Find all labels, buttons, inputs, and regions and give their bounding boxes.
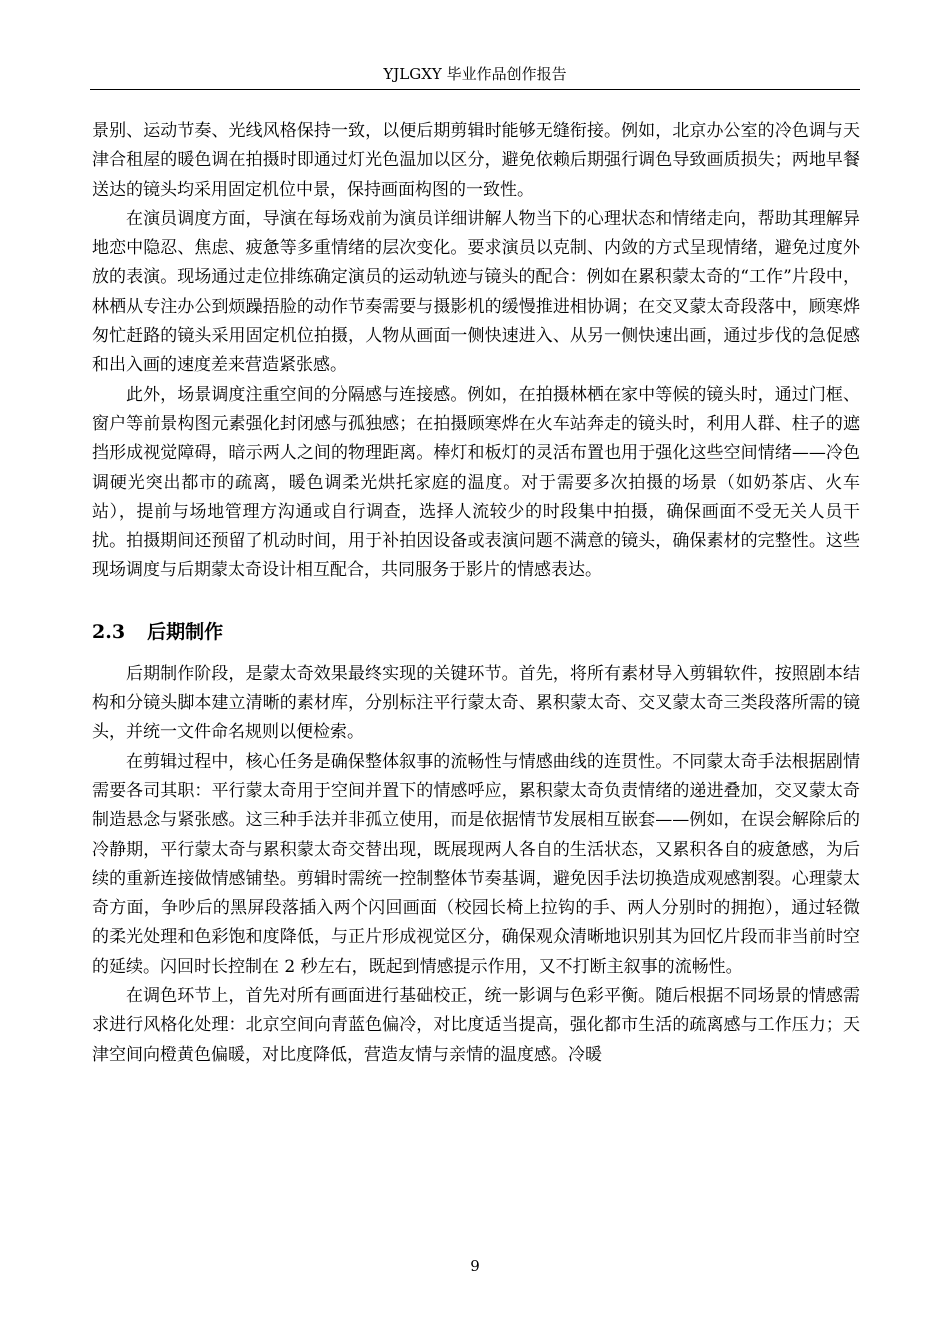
page-number: 9 (470, 1257, 480, 1275)
paragraph-scene-blocking: 此外，场景调度注重空间的分隔感与连接感。例如，在拍摄林栖在家中等候的镜头时，通过门框、窗户等前景构图元素强化封闭感与孤独感；在拍摄顾寒烨在火车站奔走的镜头时，利用人群、柱子的遮挡形成视觉障碍，暗示两人之间的物理距离。棒灯和板灯的灵活布置也用于强化这些空间情绪——冷色调硬光突出都市的疏离，暖色调柔光烘托家庭的温度。对于需要多次拍摄的场景（如奶茶店、火车站），提前与场地管理方沟通或自行调查，选择人流较少的时段集中拍摄，确保画面不受无关人员干扰。拍摄期间还预留了机动时间，用于补拍因设备或表演问题不满意的镜头，确保素材的完整性。这些现场调度与后期蒙太奇设计相互配合，共同服务于影片的情感表达。 (92, 384, 860, 581)
page-body (92, 117, 860, 1070)
section-number: 2.3 (92, 620, 126, 643)
section-heading (92, 616, 860, 648)
paragraph-editing: 在剪辑过程中，核心任务是确保整体叙事的流畅性与情感曲线的连贯性。不同蒙太奇手法根据剧情需要各司其职：平行蒙太奇用于空间并置下的情感呼应，累积蒙太奇负责情绪的递进叠加，交叉蒙太奇制造悬念与紧张感。这三种手法并非孤立使用，而是依据情节发展相互嵌套——例如，在误会解除后的冷静期，平行蒙太奇与累积蒙太奇交替出现，既展现两人各自的生活状态，又累积各自的疲惫感，为后续的重新连接做情感铺垫。剪辑时需统一控制整体节奏基调，避免因手法切换造成观感割裂。心理蒙太奇方面，争吵后的黑屏段落插入两个闪回画面（校园长椅上拉钩的手、两人分别时的拥抱），通过轻微的柔光处理和色彩饱和度降低，与正片形成视觉区分，确保观众清晰地识别其为回忆片段而非当前时空的延续。闪回时长控制在 2 秒左右，既起到情感提示作用，又不打断主叙事的流畅性。 (92, 751, 860, 977)
paragraph-actor-blocking: 在演员调度方面，导演在每场戏前为演员详细讲解人物当下的心理状态和情绪走向，帮助其理解异地恋中隐忍、焦虑、疲惫等多重情绪的层次变化。要求演员以克制、内敛的方式呈现情绪，避免过度外放的表演。现场通过走位排练确定演员的运动轨迹与镜头的配合：例如在累积蒙太奇的“工作”片段中，林栖从专注办公到烦躁捂脸的动作节奏需要与摄影机的缓慢推进相协调；在交叉蒙太奇段落中，顾寒烨匆忙赶路的镜头采用固定机位拍摄，人物从画面一侧快速进入、从另一侧快速出画，通过步伐的急促感和出入画的速度差来营造紧张感。 (92, 208, 860, 376)
header-divider (90, 89, 860, 90)
page-header: YJLGXY 毕业作品创作报告 (383, 65, 567, 83)
paragraph-color-grading: 在调色环节上，首先对所有画面进行基础校正，统一影调与色彩平衡。随后根据不同场景的情感需求进行风格化处理：北京空间向青蓝色偏冷，对比度适当提高，强化都市生活的疏离感与工作压力；天津空间向橙黄色偏暖，对比度降低，营造友情与亲情的温度感。冷暖 (92, 986, 860, 1065)
paragraph-post-production-intro: 后期制作阶段，是蒙太奇效果最终实现的关键环节。首先，将所有素材导入剪辑软件，按照剧本结构和分镜头脚本建立清晰的素材库，分别标注平行蒙太奇、累积蒙太奇、交叉蒙太奇三类段落所需的镜头，并统一文件命名规则以便检索。 (92, 663, 860, 743)
section-title: 后期制作 (147, 620, 224, 643)
paragraph-continued: 景别、运动节奏、光线风格保持一致，以便后期剪辑时能够无缝衔接。例如，北京办公室的冷色调与天津合租屋的暖色调在拍摄时即通过灯光色温加以区分，避免依赖后期强行调色导致画质损失；两地早餐送达的镜头均采用固定机位中景，保持画面构图的一致性。 (92, 121, 860, 200)
